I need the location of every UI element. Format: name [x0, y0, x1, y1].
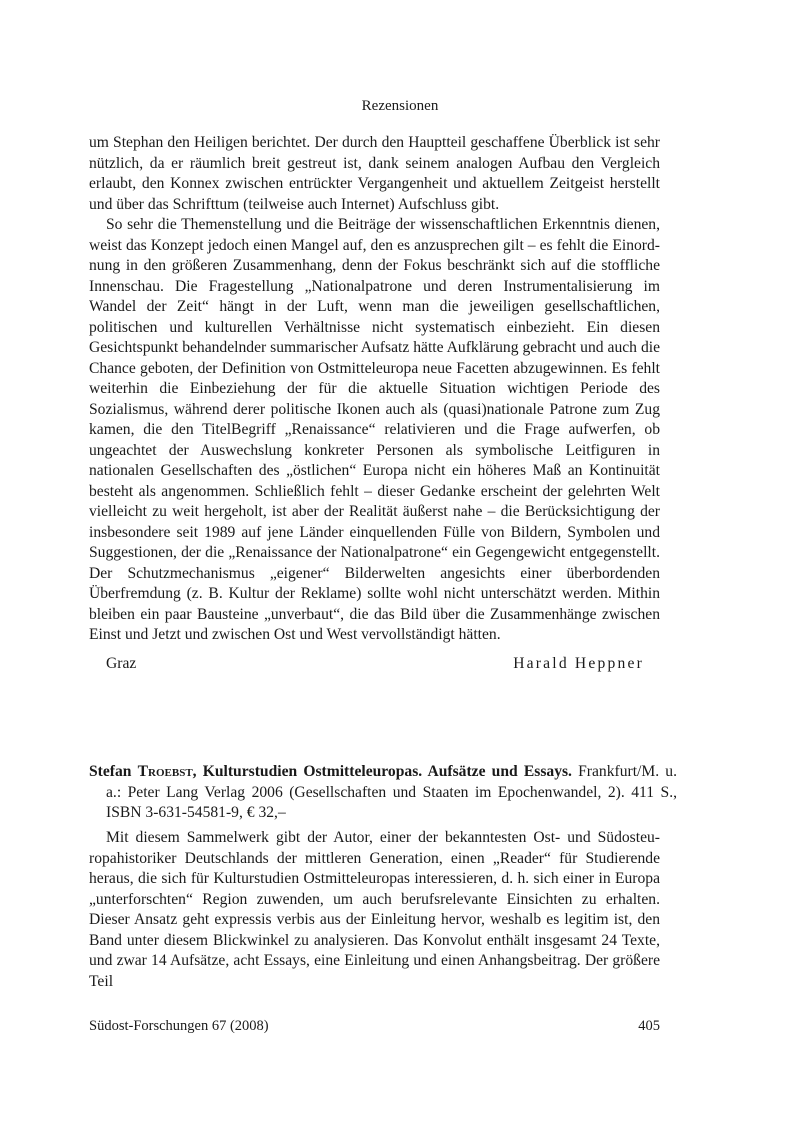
book-author-last: Troebst: [137, 763, 193, 780]
running-head: Rezensionen: [361, 98, 439, 114]
reviewer-place: Graz: [106, 655, 137, 672]
review-heading: [89, 762, 677, 824]
page-number: 405: [638, 1018, 660, 1034]
reviewer-name: Harald Heppner: [513, 655, 644, 672]
paragraph: Mit diesem Sammelwerk gibt der Autor, einer der bekanntesten Ost- und Südosteuropahistoriker Deutschlands der mittleren Generation, einen „Reader“ für Studierende heraus, die sich für Kulturstudien Ostmitteleuropas interessieren, d. h. sich einer in Europa „unterforschten“ Region zuwenden, um auch berufsrelevante Einsichten zu erhalten. Dieser Ansatz geht expressis verbis aus der Einleitung hervor, weshalb es legitim ist, den Band unter diesem Blickwinkel zu analysieren. Das Konvolut enthält insgesamt 24 Texte, und zwar 14 Aufsätze, acht Essays, eine Einleitung und einen Anhangsbeitrag. Der größere Teil: [89, 829, 660, 990]
review-continuation: [89, 133, 660, 646]
book-publication-info: Frankfurt/M. u. a.: Peter Lang Verlag 2006 (Gesellschaften und Staaten im Epochenwandel, 2). 411 S., ISBN 3-631-54581-9, € 32,–: [106, 763, 677, 821]
paragraph: So sehr die Themenstellung und die Beiträge der wissenschaftlichen Erkenntnis dienen, weist das Konzept jedoch einen Mangel auf, den es anzusprechen gilt – es fehlt die Einordnung in den größeren Zusammenhang, denn der Fokus beschränkt sich auf die stoffliche Innenschau. Die Fragestellung „Nationalpatrone und deren Instrumentalisierung im Wandel der Zeit“ hängt in der Luft, wenn man die jeweiligen gesellschaftlichen, politischen und kulturellen Verhältnisse nicht systematisch einbezieht. Ein diesen Gesichtspunkt behandelnder summarischer Aufsatz hätte Aufklärung gebracht und auch die Chance geboten, der Definition von Ostmitteleuropa neue Facetten abzugewinnen. Es fehlt weiterhin die Einbeziehung der für die aktuelle Situation wichtigen Periode des Sozialismus, während derer politische Ikonen auch als (quasi)nationale Patrone zum Zug kamen, die den TitelBegriff „Renaissance“ relativieren und die Frage aufwerfen, ob ungeachtet der Auswechslung konkreter Personen als symbolische Leitfiguren in nationalen Gesellschaften des „östlichen“ Europa nicht ein höheres Maß an Kontinuität besteht als angenommen. Schließlich fehlt – dieser Gedanke erscheint der gelehrten Welt vielleicht zu weit hergeholt, ist aber der Realität äußerst nahe – die Berücksichtigung der insbesondere seit 1989 auf jene Länder einquellenden Fülle von Bildern, Symbolen und Suggestionen, der die „Renaissance der Nationalpatrone“ ein Gegengewicht entgegenstellt. Der Schutzmechanismus „eigener“ Bilderwelten angesichts einer überbordenden Überfremdung (z. B. Kultur der Reklame) sollte wohl nicht unterschätzt werden. Mithin bleiben ein paar Bausteine „unverbaut“, die das Bild über die Zusammenhänge zwischen Einst und Jetzt und zwischen Ost und West vervollständigt hätten.: [89, 216, 660, 643]
paragraph: um Stephan den Heiligen berichtet. Der durch den Hauptteil geschaffene Überblick ist sehr nützlich, da er räumlich breit gestreut ist, dank seinem analogen Aufbau den Vergleich erlaubt, den Konnex zwischen entrückter Vergangenheit und aktuellem Zeitgeist herstellt und über das Schrifttum (teilweise auch Internet) Aufschluss gibt.: [89, 134, 660, 213]
book-author-first: Stefan: [89, 763, 138, 780]
journal-citation: Südost-Forschungen 67 (2008): [89, 1018, 269, 1034]
bibliographic-entry: [89, 762, 677, 824]
book-title: , Kulturstudien Ostmitteleuropas. Aufsätze und Essays.: [192, 763, 572, 780]
review-body: [89, 828, 660, 992]
